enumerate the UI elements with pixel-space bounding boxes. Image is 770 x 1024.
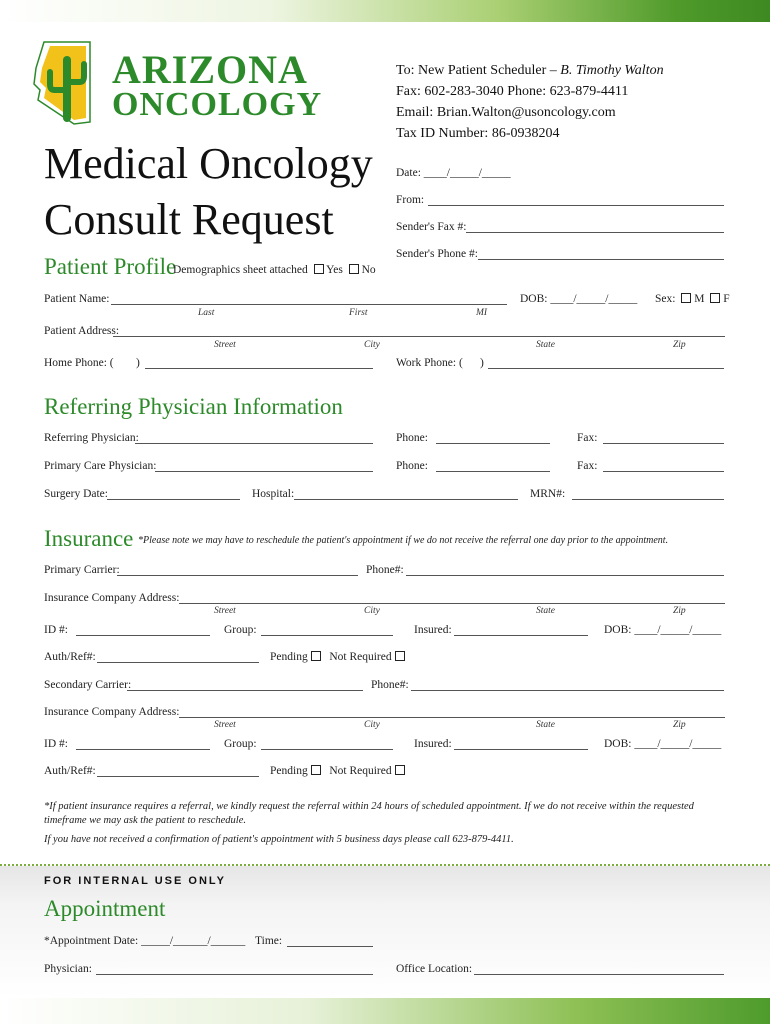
hospital-label: Hospital: xyxy=(252,488,295,500)
primary-care-label: Primary Care Physician: xyxy=(44,460,157,472)
secondary-carrier-label: Secondary Carrier: xyxy=(44,679,132,691)
ins1-pending-row: Pending Not Required xyxy=(270,650,405,664)
primary-care-field[interactable] xyxy=(155,459,373,472)
primary-carrier-label: Primary Carrier: xyxy=(44,564,120,576)
ins2-pending-row: Pending Not Required xyxy=(270,764,405,778)
appointment-date-field[interactable]: *Appointment Date: _____/______/______ xyxy=(44,935,246,947)
patient-address-field[interactable] xyxy=(113,324,725,337)
sender-date-field[interactable]: Date: ____/_____/_____ xyxy=(396,167,511,179)
contact-name: B. Timothy Walton xyxy=(560,63,664,78)
referring-physician-field[interactable] xyxy=(135,431,373,444)
ins1-not-required-checkbox[interactable] xyxy=(395,651,405,661)
primary-carrier-field[interactable] xyxy=(117,563,358,576)
address-zip: Zip xyxy=(673,340,686,350)
primary-care-fax-label: Fax: xyxy=(577,460,598,472)
primary-carrier-phone-label: Phone#: xyxy=(366,564,404,576)
ins2-group-label: Group: xyxy=(224,738,257,750)
internal-use-label: FOR INTERNAL USE ONLY xyxy=(44,875,226,887)
contact-email: Email: Brian.Walton@usoncology.com xyxy=(396,105,616,120)
work-phone-field[interactable] xyxy=(488,356,724,369)
insurance-address-label-2: Insurance Company Address: xyxy=(44,706,180,718)
ins1-state: State xyxy=(536,606,555,616)
ins1-group-field[interactable] xyxy=(261,623,393,636)
ins1-zip: Zip xyxy=(673,606,686,616)
work-phone-label: Work Phone: ( xyxy=(396,357,463,369)
surgery-date-label: Surgery Date: xyxy=(44,488,108,500)
ins2-state: State xyxy=(536,720,555,730)
ins1-insured-field[interactable] xyxy=(454,623,588,636)
ins1-id-field[interactable] xyxy=(76,623,210,636)
arizona-cactus-logo-icon xyxy=(30,38,110,128)
sex-m-checkbox[interactable] xyxy=(681,293,691,303)
logo-arizona: ARIZONA xyxy=(112,47,308,92)
ins2-insured-label: Insured: xyxy=(414,738,452,750)
secondary-carrier-field[interactable] xyxy=(127,678,363,691)
appointment-physician-label: Physician: xyxy=(44,963,92,975)
referring-fax-label: Fax: xyxy=(577,432,598,444)
patient-sex-row: Sex: M F xyxy=(655,293,730,305)
work-phone-close: ) xyxy=(480,357,484,369)
insurance-address-label-1: Insurance Company Address: xyxy=(44,592,180,604)
home-phone-label: Home Phone: ( xyxy=(44,357,114,369)
ins1-city: City xyxy=(364,606,380,616)
patient-name-label: Patient Name: xyxy=(44,293,110,305)
appointment-time-label: Time: xyxy=(255,935,283,947)
ins2-id-label: ID #: xyxy=(44,738,68,750)
ins1-auth-label: Auth/Ref#: xyxy=(44,651,96,663)
patient-profile-heading: Patient Profile xyxy=(44,254,177,279)
appointment-time-field[interactable] xyxy=(287,934,373,947)
mrn-label: MRN#: xyxy=(530,488,566,500)
address-city: City xyxy=(364,340,380,350)
referring-phone-label: Phone: xyxy=(396,432,428,444)
top-color-bar xyxy=(0,0,770,22)
address-street: Street xyxy=(214,340,236,350)
referring-physician-heading: Referring Physician Information xyxy=(44,394,343,419)
insurance-address-field-2[interactable] xyxy=(179,705,725,718)
address-state: State xyxy=(536,340,555,350)
ins1-street: Street xyxy=(214,606,236,616)
ins1-insured-label: Insured: xyxy=(414,624,452,636)
ins2-id-field[interactable] xyxy=(76,737,210,750)
sender-fax-field[interactable] xyxy=(466,220,724,233)
appointment-physician-field[interactable] xyxy=(96,962,373,975)
home-phone-close: ) xyxy=(136,357,140,369)
secondary-carrier-phone-label: Phone#: xyxy=(371,679,409,691)
confirmation-footnote: If you have not received a confirmation of patient's appointment with 5 business days please call 623-879-4411. xyxy=(44,834,514,845)
ins1-dob-field[interactable]: DOB: ____/_____/_____ xyxy=(604,624,722,636)
ins1-group-label: Group: xyxy=(224,624,257,636)
home-phone-field[interactable] xyxy=(145,356,373,369)
insurance-address-field-1[interactable] xyxy=(179,591,725,604)
patient-address-label: Patient Address: xyxy=(44,325,120,337)
hospital-field[interactable] xyxy=(294,487,518,500)
sender-phone-label: Sender's Phone #: xyxy=(396,248,478,260)
appointment-heading: Appointment xyxy=(44,896,166,921)
referring-phone-field[interactable] xyxy=(436,431,550,444)
sex-f-checkbox[interactable] xyxy=(710,293,720,303)
office-location-field[interactable] xyxy=(474,962,724,975)
ins1-id-label: ID #: xyxy=(44,624,68,636)
ins1-auth-field[interactable] xyxy=(97,650,259,663)
ins2-not-required-checkbox[interactable] xyxy=(395,765,405,775)
page-title-line2: Consult Request xyxy=(44,195,334,244)
primary-care-phone-field[interactable] xyxy=(436,459,550,472)
secondary-carrier-phone-field[interactable] xyxy=(411,678,724,691)
mrn-field[interactable] xyxy=(572,487,724,500)
insurance-heading: Insurance xyxy=(44,526,134,551)
ins2-pending-checkbox[interactable] xyxy=(311,765,321,775)
sender-from-label: From: xyxy=(396,194,425,206)
demographics-no-checkbox[interactable] xyxy=(349,264,359,274)
bottom-color-bar xyxy=(0,998,770,1024)
surgery-date-field[interactable] xyxy=(107,487,240,500)
demographics-yes-checkbox[interactable] xyxy=(314,264,324,274)
page-title-line1: Medical Oncology xyxy=(44,139,373,188)
ins2-auth-label: Auth/Ref#: xyxy=(44,765,96,777)
sender-from-field[interactable] xyxy=(428,193,724,206)
patient-name-first: First xyxy=(349,308,368,318)
ins2-street: Street xyxy=(214,720,236,730)
patient-name-field[interactable] xyxy=(111,292,507,305)
ins2-dob-field[interactable]: DOB: ____/_____/_____ xyxy=(604,738,722,750)
referral-footnote: *If patient insurance requires a referral, we kindly request the referral within 24 hours of scheduled appointment. If we do not receive within the requested timeframe we may ask the patient to reschedule. xyxy=(44,801,694,826)
demographics-row: Demographics sheet attached Yes No xyxy=(173,264,376,276)
sender-phone-field[interactable] xyxy=(478,247,724,260)
contact-to: To: New Patient Scheduler – B. Timothy Walton xyxy=(396,63,664,78)
patient-name-last: Last xyxy=(198,308,215,318)
primary-carrier-phone-field[interactable] xyxy=(406,563,724,576)
ins2-city: City xyxy=(364,720,380,730)
contact-fax-phone: Fax: 602-283-3040 Phone: 623-879-4411 xyxy=(396,84,629,99)
ins2-zip: Zip xyxy=(673,720,686,730)
primary-care-fax-field[interactable] xyxy=(603,459,724,472)
ins1-pending-checkbox[interactable] xyxy=(311,651,321,661)
office-location-label: Office Location: xyxy=(396,963,473,975)
referring-physician-label: Referring Physician: xyxy=(44,432,139,444)
logo-oncology: ONCOLOGY xyxy=(112,86,323,123)
internal-divider xyxy=(0,864,770,866)
ins2-group-field[interactable] xyxy=(261,737,393,750)
referring-fax-field[interactable] xyxy=(603,431,724,444)
ins2-auth-field[interactable] xyxy=(97,764,259,777)
ins2-insured-field[interactable] xyxy=(454,737,588,750)
primary-care-phone-label: Phone: xyxy=(396,460,428,472)
sender-fax-label: Sender's Fax #: xyxy=(396,221,467,233)
insurance-reschedule-note: *Please note we may have to reschedule the patient's appointment if we do not receive the referral one day prior to the appointment. xyxy=(138,535,669,546)
patient-name-mi: MI xyxy=(476,308,488,318)
contact-tax-id: Tax ID Number: 86-0938204 xyxy=(396,126,560,141)
patient-dob-field[interactable]: DOB: ____/_____/_____ xyxy=(520,293,638,305)
